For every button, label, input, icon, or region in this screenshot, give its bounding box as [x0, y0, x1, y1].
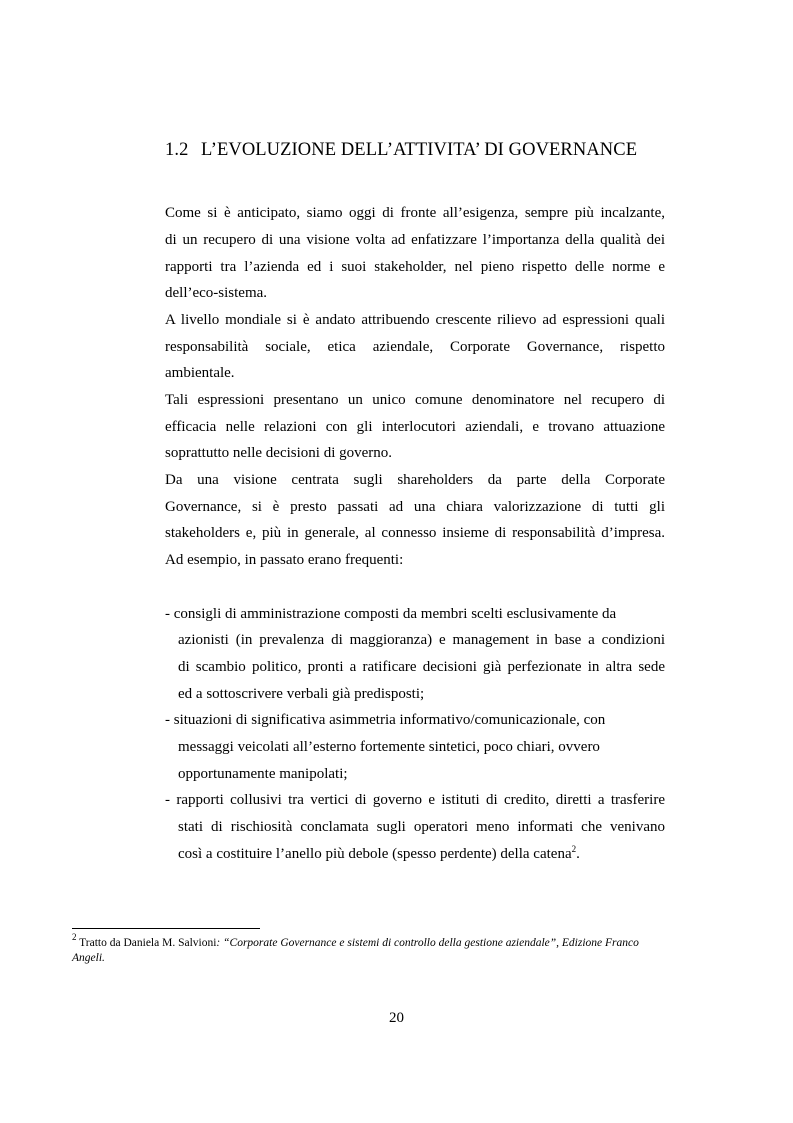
text-line: rapporti tra l’azienda ed i suoi stakeholder, nel pieno rispetto delle norme e: [165, 259, 665, 275]
list-item-continuation: azionisti (in prevalenza di maggioranza) e management in base a condizioni: [178, 632, 665, 648]
text-line: Ad esempio, in passato erano frequenti:: [165, 552, 404, 568]
text-line: stakeholders e, più in generale, al connesso insieme di responsabilità d’impresa.: [165, 525, 665, 541]
text-line: soprattutto nelle decisioni di governo.: [165, 445, 393, 461]
text-line: Tali espressioni presentano un unico comune denominatore nel recupero di: [165, 392, 665, 408]
list-item-continuation: messaggi veicolati all’esterno fortemente sintetici, poco chiari, ovvero: [178, 739, 600, 755]
list-item: - consigli di amministrazione composti da membri scelti esclusivamente da: [165, 606, 617, 622]
text-line: Da una visione centrata sugli shareholders da parte della Corporate: [165, 472, 665, 488]
footnote: [72, 932, 714, 950]
list-item-end: .: [576, 846, 580, 862]
text-line: Come si è anticipato, siamo oggi di fronte all’esigenza, sempre più incalzante,: [165, 205, 665, 221]
footnote-reference[interactable]: 2: [571, 844, 577, 854]
text-line: dell’eco-sistema.: [165, 285, 268, 301]
text-line: ambientale.: [165, 365, 235, 381]
text-line: efficacia nelle relazioni con gli interlocutori aziendali, e trovano attuazione: [165, 419, 665, 435]
list-item-continuation: [178, 846, 665, 863]
text-line: responsabilità sociale, etica aziendale, Corporate Governance, rispetto: [165, 339, 665, 355]
list-item: - rapporti collusivi tra vertici di governo e istituti di credito, diretti a trasferire: [165, 792, 665, 808]
text-line: A livello mondiale si è andato attribuendo crescente rilievo ad espressioni quali: [165, 312, 665, 328]
footnote-separator: [72, 928, 260, 929]
footnote-source: Tratto da Daniela M. Salvioni: [76, 937, 217, 949]
text-line: Governance, si è presto passati ad una chiara valorizzazione di tutti gli: [165, 499, 665, 515]
footnote-title-end: Angeli.: [72, 952, 105, 964]
section-title: L’EVOLUZIONE DELL’ATTIVITA’ DI GOVERNANCE: [201, 140, 638, 160]
section-number: 1.2: [165, 140, 189, 160]
footnote-number: 2: [72, 932, 77, 942]
list-item-continuation: stati di rischiosità conclamata sugli operatori meno informati che venivano: [178, 819, 665, 835]
list-item-continuation: opportunamente manipolati;: [178, 766, 348, 782]
list-item-text: così a costituire l’anello più debole (spesso perdente) della catena: [178, 846, 572, 862]
list-item-continuation: ed a sottoscrivere verbali già predisposti;: [178, 686, 425, 702]
text-line: di un recupero di una visione volta ad enfatizzare l’importanza della qualità dei: [165, 232, 665, 248]
page-number: 20: [389, 1010, 404, 1026]
list-item: - situazioni di significativa asimmetria informativo/comunicazionale, con: [165, 712, 606, 728]
section-heading: [165, 140, 637, 161]
footnote-title: : “Corporate Governance e sistemi di controllo della gestione aziendale”, Edizione Franco: [216, 937, 639, 949]
list-item-continuation: di scambio politico, pronti a ratificare decisioni già perfezionate in altra sede: [178, 659, 665, 675]
footnote-continuation: [72, 951, 714, 965]
